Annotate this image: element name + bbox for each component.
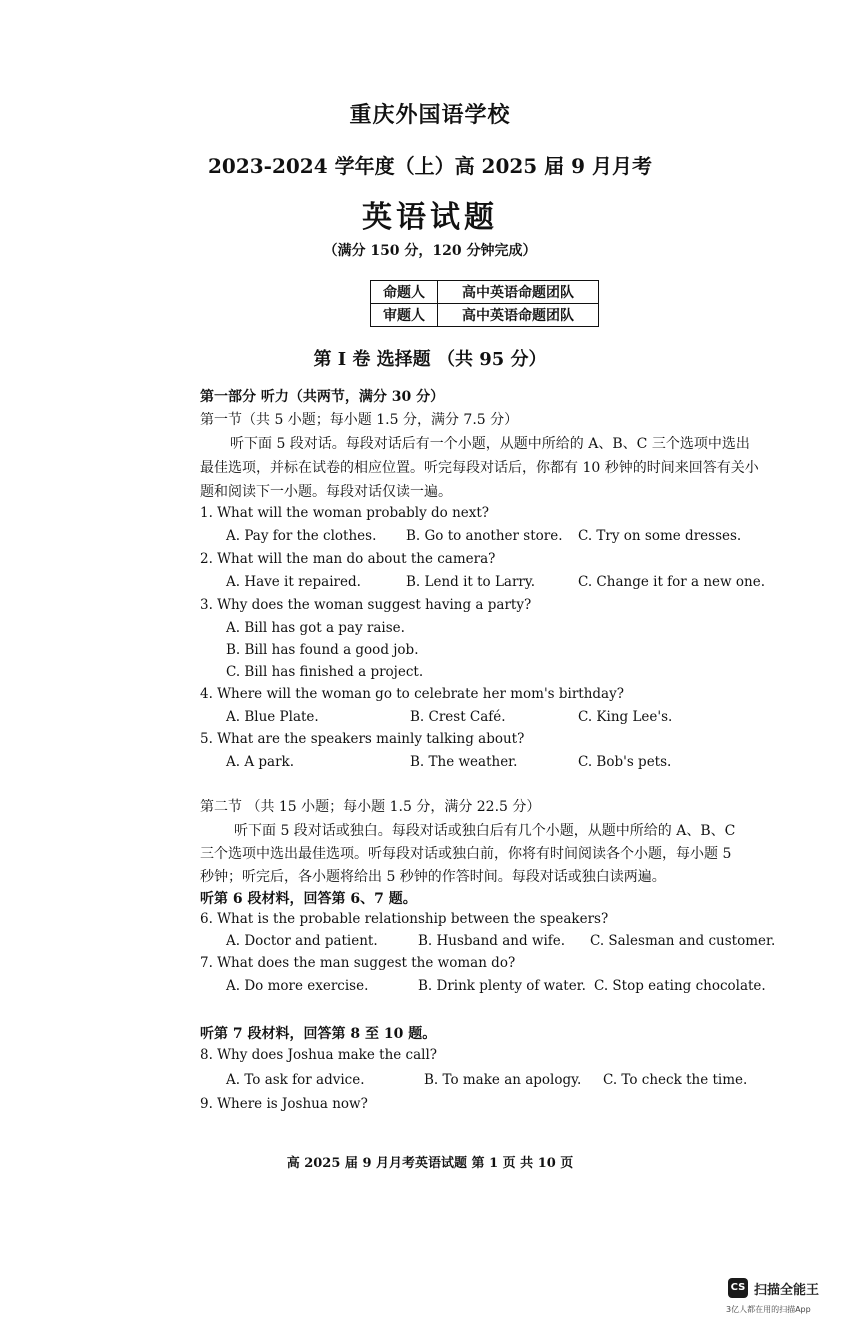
instruction-line: 听下面 5 段对话或独白。每段对话或独白后有几个小题，从题中所给的 A、B、C (234, 823, 736, 839)
option-a: A. Bill has got a pay raise. (226, 620, 405, 636)
option-a: A. To ask for advice. (226, 1072, 365, 1088)
option-a: A. Have it repaired. (226, 574, 361, 590)
option-c: C. King Lee's. (578, 709, 673, 725)
option-a: A. Pay for the clothes. (226, 528, 377, 544)
option-a: A. Doctor and patient. (226, 933, 378, 949)
option-c: C. To check the time. (603, 1072, 748, 1088)
option-b: B. The weather. (410, 754, 518, 770)
scanner-logo-icon: CS (728, 1278, 748, 1298)
scanner-app-name: 扫描全能王 (754, 1283, 820, 1298)
scanner-tagline: 3亿人都在用的扫描App (726, 1305, 811, 1314)
option-b: B. Bill has found a good job. (226, 642, 419, 658)
subject-title: 英语试题 (362, 200, 498, 235)
instruction-line: 题和阅读下一小题。每段对话仅读一遍。 (200, 484, 452, 500)
school-name: 重庆外国语学校 (349, 102, 511, 128)
staff-row (371, 304, 599, 327)
option-b: B. Lend it to Larry. (406, 574, 536, 590)
staff-name: 高中英语命题团队 (438, 281, 599, 304)
option-b: B. Husband and wife. (418, 933, 566, 949)
option-b: B. Go to another store. (406, 528, 563, 544)
section1-title: 第一节（共 5 小题；每小题 1.5 分，满分 7.5 分） (200, 412, 519, 428)
instruction-line: 听下面 5 段对话。每段对话后有一个小题，从题中所给的 A、B、C 三个选项中选出 (230, 436, 750, 452)
volume-title: 第 I 卷 选择题 （共 95 分） (313, 349, 547, 370)
instruction-line: 最佳选项，并标在试卷的相应位置。听完每段对话后，你都有 10 秒钟的时间来回答有关小 (200, 460, 759, 476)
option-b: B. Crest Café. (410, 709, 506, 725)
staff-row (371, 281, 599, 304)
material-heading: 听第 6 段材料，回答第 6、7 题。 (200, 891, 417, 907)
part1-title: 第一部分 听力（共两节，满分 30 分） (200, 389, 445, 405)
staff-table (370, 280, 599, 327)
exam-title: 2023-2024 学年度（上）高 2025 届 9 月月考 (207, 154, 653, 178)
option-a: A. A park. (226, 754, 294, 770)
question-stem: 4. Where will the woman go to celebrate her mom's birthday? (200, 686, 624, 702)
question-stem: 5. What are the speakers mainly talking about? (200, 731, 525, 747)
question-stem: 8. Why does Joshua make the call? (200, 1047, 438, 1063)
question-stem: 1. What will the woman probably do next? (200, 505, 490, 521)
page-footer: 高 2025 届 9 月月考英语试题 第 1 页 共 10 页 (286, 1156, 574, 1171)
option-a: A. Do more exercise. (226, 978, 369, 994)
question-stem: 3. Why does the woman suggest having a party? (200, 597, 532, 613)
option-a: A. Blue Plate. (226, 709, 319, 725)
option-b: B. To make an apology. (424, 1072, 582, 1088)
option-c: C. Bob's pets. (578, 754, 672, 770)
instruction-line: 三个选项中选出最佳选项。听每段对话或独白前，你将有时间阅读各个小题，每小题 5 (200, 846, 732, 862)
staff-role: 审题人 (371, 304, 438, 327)
question-stem: 2. What will the man do about the camera? (200, 551, 496, 567)
option-b: B. Drink plenty of water. (418, 978, 586, 994)
option-c: C. Salesman and customer. (590, 933, 776, 949)
staff-role: 命题人 (371, 281, 438, 304)
option-c: C. Change it for a new one. (578, 574, 765, 590)
section2-title: 第二节 （共 15 小题；每小题 1.5 分，满分 22.5 分） (200, 799, 541, 815)
option-c: C. Stop eating chocolate. (594, 978, 766, 994)
staff-name: 高中英语命题团队 (438, 304, 599, 327)
full-score-note: （满分 150 分，120 分钟完成） (323, 243, 537, 259)
question-stem: 7. What does the man suggest the woman do? (200, 955, 516, 971)
question-stem: 9. Where is Joshua now? (200, 1096, 368, 1112)
question-stem: 6. What is the probable relationship between the speakers? (200, 911, 609, 927)
material-heading: 听第 7 段材料，回答第 8 至 10 题。 (200, 1026, 437, 1042)
instruction-line: 秒钟；听完后，各小题将给出 5 秒钟的作答时间。每段对话或独白读两遍。 (200, 869, 666, 885)
option-c: C. Bill has finished a project. (226, 664, 424, 680)
option-c: C. Try on some dresses. (578, 528, 742, 544)
